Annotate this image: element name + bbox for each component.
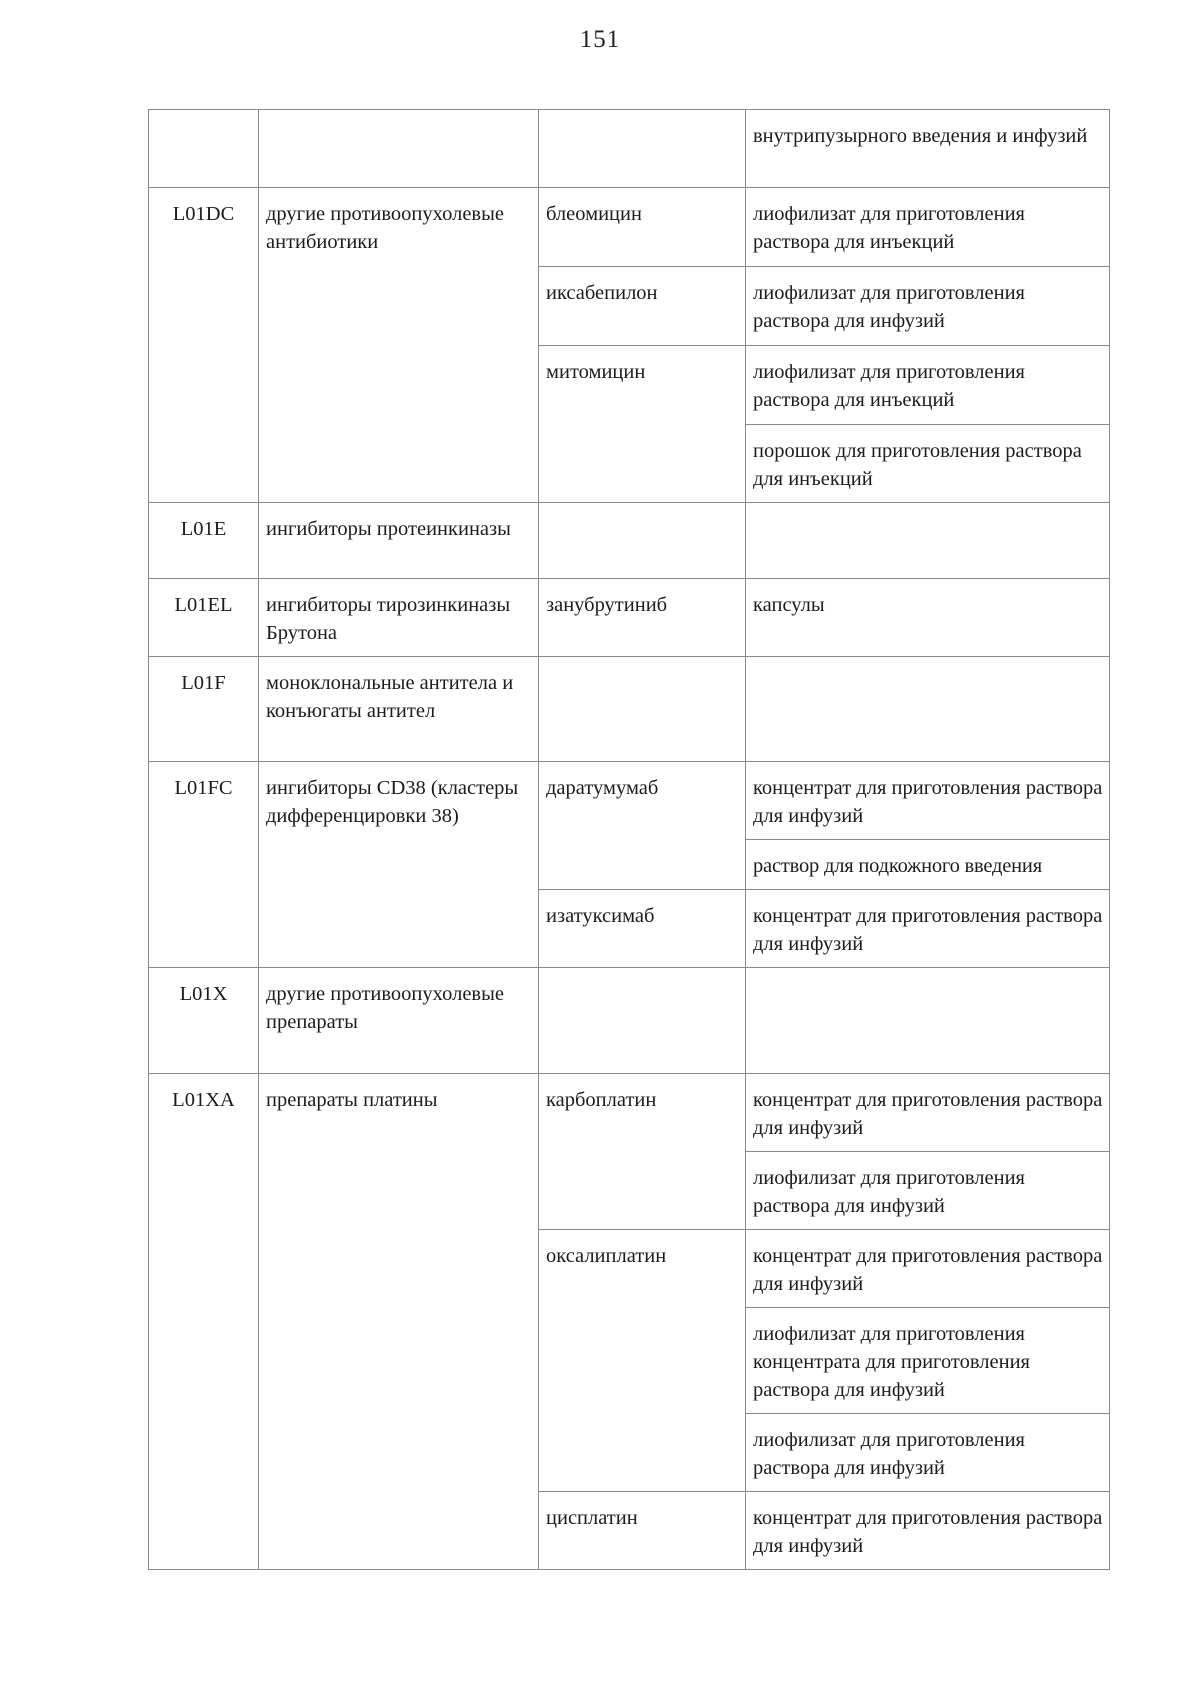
atc-code-cell: L01FC: [149, 762, 259, 968]
dosage-form-cell: [746, 968, 1110, 1074]
group-name-cell: препараты платины: [259, 1074, 539, 1570]
drug-name-cell: [539, 968, 746, 1074]
drug-name-cell: цисплатин: [539, 1492, 746, 1570]
drug-table: [148, 109, 1110, 1570]
drug-name-cell: [539, 110, 746, 188]
group-name-cell: другие противоопухолевые препараты: [259, 968, 539, 1074]
drug-name-cell: оксалиплатин: [539, 1230, 746, 1492]
drug-name-cell: изатуксимаб: [539, 890, 746, 968]
dosage-form-cell: концентрат для приготовления раствора для инфузий: [746, 1492, 1110, 1570]
dosage-form-cell: концентрат для приготовления раствора для инфузий: [746, 890, 1110, 968]
dosage-form-cell: капсулы: [746, 579, 1110, 657]
dosage-form-cell: лиофилизат для приготовления концентрата для приготовления раствора для инфузий: [746, 1308, 1110, 1414]
dosage-form-cell: лиофилизат для приготовления раствора для инъекций: [746, 346, 1110, 425]
dosage-form-cell: [746, 503, 1110, 579]
dosage-form-cell: концентрат для приготовления раствора для инфузий: [746, 1230, 1110, 1308]
drug-name-cell: блеомицин: [539, 188, 746, 267]
drug-name-cell: [539, 657, 746, 762]
table-row: [149, 657, 1110, 762]
group-name-cell: другие противоопухолевые антибиотики: [259, 188, 539, 503]
drug-name-cell: иксабепилон: [539, 267, 746, 346]
dosage-form-cell: лиофилизат для приготовления раствора для инфузий: [746, 267, 1110, 346]
table-row: [149, 188, 1110, 267]
group-name-cell: ингибиторы тирозинкиназы Брутона: [259, 579, 539, 657]
drug-name-cell: занубрутиниб: [539, 579, 746, 657]
table-row: [149, 762, 1110, 840]
dosage-form-cell: порошок для приготовления раствора для инъекций: [746, 425, 1110, 503]
table-row: [149, 579, 1110, 657]
dosage-form-cell: раствор для подкожного введения: [746, 840, 1110, 890]
atc-code-cell: L01XA: [149, 1074, 259, 1570]
atc-code-cell: L01E: [149, 503, 259, 579]
drug-name-cell: митомицин: [539, 346, 746, 503]
table-row: [149, 110, 1110, 188]
atc-code-cell: [149, 110, 259, 188]
atc-code-cell: L01EL: [149, 579, 259, 657]
group-name-cell: ингибиторы протеинкиназы: [259, 503, 539, 579]
drug-name-cell: карбоплатин: [539, 1074, 746, 1230]
table-row: [149, 968, 1110, 1074]
drug-table-container: [148, 109, 1110, 1570]
dosage-form-cell: лиофилизат для приготовления раствора для инфузий: [746, 1152, 1110, 1230]
atc-code-cell: L01F: [149, 657, 259, 762]
drug-name-cell: даратумумаб: [539, 762, 746, 890]
table-row: [149, 1074, 1110, 1152]
group-name-cell: моноклональные антитела и конъюгаты антител: [259, 657, 539, 762]
group-name-cell: ингибиторы CD38 (кластеры дифференцировки 38): [259, 762, 539, 968]
dosage-form-cell: концентрат для приготовления раствора для инфузий: [746, 762, 1110, 840]
page-number: 151: [579, 26, 621, 53]
atc-code-cell: L01X: [149, 968, 259, 1074]
dosage-form-cell: лиофилизат для приготовления раствора для инфузий: [746, 1414, 1110, 1492]
dosage-form-cell: концентрат для приготовления раствора для инфузий: [746, 1074, 1110, 1152]
dosage-form-cell: внутрипузырного введения и инфузий: [746, 110, 1110, 188]
dosage-form-cell: лиофилизат для приготовления раствора для инъекций: [746, 188, 1110, 267]
dosage-form-cell: [746, 657, 1110, 762]
atc-code-cell: L01DC: [149, 188, 259, 503]
group-name-cell: [259, 110, 539, 188]
drug-name-cell: [539, 503, 746, 579]
table-row: [149, 503, 1110, 579]
